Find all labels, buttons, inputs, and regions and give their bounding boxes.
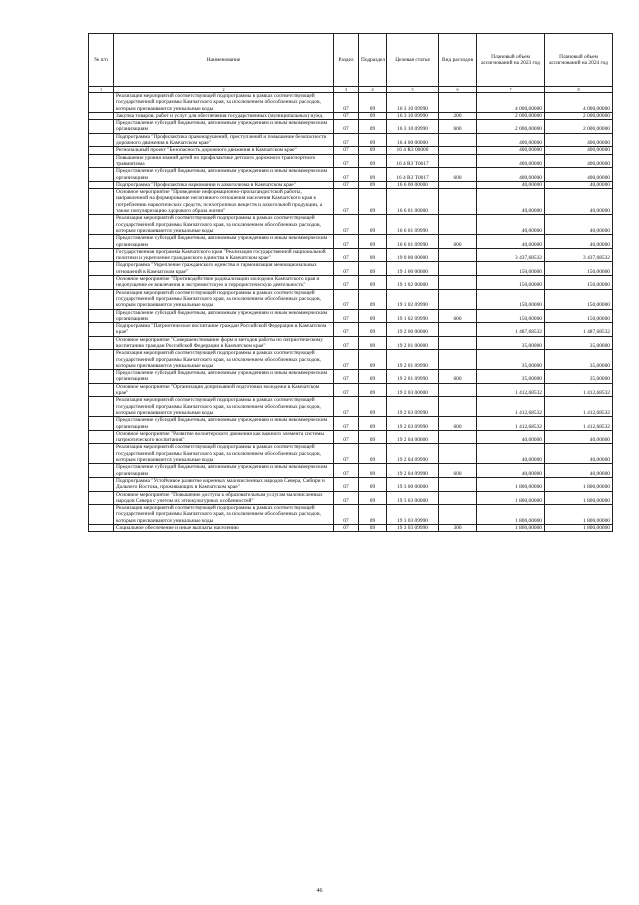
target-article-cell: 19 1 02 09990 — [387, 309, 439, 323]
amount-2023-cell: 1 800,00000 — [477, 491, 545, 505]
table-header-row — [89, 34, 613, 87]
podrazdel-cell: 09 — [359, 93, 387, 113]
podrazdel-cell: 09 — [359, 350, 387, 370]
podrazdel-cell: 09 — [359, 430, 387, 444]
target-article-cell: 19 0 00 00000 — [387, 248, 439, 262]
podrazdel-cell: 09 — [359, 370, 387, 384]
budget-table — [88, 33, 613, 532]
target-article-cell: 19 2 03 09990 — [387, 417, 439, 431]
target-article-cell: 19 1 00 00000 — [387, 262, 439, 276]
target-article-cell: 19 2 01 00000 — [387, 336, 439, 350]
razdel-cell: 07 — [334, 120, 359, 134]
header-podrazdel: Подраздел — [359, 34, 387, 87]
table-row — [89, 235, 613, 249]
target-article-cell: 19 2 00 00000 — [387, 323, 439, 337]
table-row — [89, 383, 613, 397]
razdel-cell: 07 — [334, 248, 359, 262]
podrazdel-cell: 09 — [359, 276, 387, 290]
target-article-cell: 19 2 01 09990 — [387, 350, 439, 370]
table-row — [89, 168, 613, 182]
expense-name-cell: Реализация мероприятий соответствующей подпрограммы в рамках соответствующей государственной программы Камчатского края, за исключением обособленных расходов, которым присваиваются уникальные коды — [114, 93, 334, 113]
razdel-cell: 07 — [334, 154, 359, 168]
row-number-cell — [89, 147, 114, 154]
podrazdel-cell: 09 — [359, 491, 387, 505]
podrazdel-cell: 09 — [359, 336, 387, 350]
amount-2023-cell: 40,00000 — [477, 181, 545, 188]
expense-type-cell: 300 — [439, 525, 477, 532]
table-row — [89, 336, 613, 350]
podrazdel-cell: 09 — [359, 505, 387, 525]
table-row — [89, 309, 613, 323]
table-row — [89, 276, 613, 290]
expense-type-cell — [439, 181, 477, 188]
podrazdel-cell: 09 — [359, 189, 387, 215]
row-number-cell — [89, 525, 114, 532]
expense-name-cell: Закупка товаров, работ и услуг для обеспечения государственных (муниципальных) нужд — [114, 112, 334, 119]
podrazdel-cell: 09 — [359, 147, 387, 154]
razdel-cell: 07 — [334, 276, 359, 290]
table-row — [89, 120, 613, 134]
expense-type-cell: 600 — [439, 168, 477, 182]
razdel-cell: 07 — [334, 505, 359, 525]
amount-2024-cell: 40,00000 — [545, 444, 613, 464]
razdel-cell: 07 — [334, 133, 359, 147]
table-row — [89, 147, 613, 154]
amount-2023-cell: 150,00000 — [477, 289, 545, 309]
amount-2023-cell: 4 000,00000 — [477, 93, 545, 113]
expense-name-cell: Основное мероприятие "Противодействие радикализации молодежи Камчатского края и недопущение ее вовлечения в экстремистскую и террористическую деятельность" — [114, 276, 334, 290]
expense-name-cell: Региональный проект "Безопасность дорожного движения в Камчатском крае" — [114, 147, 334, 154]
amount-2024-cell: 40,00000 — [545, 189, 613, 215]
amount-2024-cell: 1 800,00000 — [545, 491, 613, 505]
row-number-cell — [89, 133, 114, 147]
amount-2024-cell: 1 412,68532 — [545, 417, 613, 431]
amount-2023-cell: 1 800,00000 — [477, 505, 545, 525]
amount-2023-cell: 150,00000 — [477, 262, 545, 276]
podrazdel-cell: 09 — [359, 397, 387, 417]
amount-2023-cell: 40,00000 — [477, 430, 545, 444]
target-article-cell: 19 3 03 00000 — [387, 491, 439, 505]
amount-2024-cell: 1 800,00000 — [545, 525, 613, 532]
amount-2024-cell: 150,00000 — [545, 289, 613, 309]
target-article-cell: 19 2 04 09990 — [387, 464, 439, 478]
podrazdel-cell: 09 — [359, 323, 387, 337]
amount-2023-cell: 400,00000 — [477, 154, 545, 168]
table-body — [89, 93, 613, 532]
table-row — [89, 491, 613, 505]
table-row — [89, 323, 613, 337]
amount-2023-cell: 400,00000 — [477, 147, 545, 154]
expense-name-cell: Предоставление субсидий бюджетным, автономным учреждениям и иным некоммерческим организациям — [114, 464, 334, 478]
table-row — [89, 181, 613, 188]
razdel-cell: 07 — [334, 181, 359, 188]
amount-2023-cell: 40,00000 — [477, 235, 545, 249]
amount-2023-cell: 35,00000 — [477, 350, 545, 370]
expense-type-cell — [439, 430, 477, 444]
target-article-cell: 16 4 00 00000 — [387, 133, 439, 147]
razdel-cell: 07 — [334, 215, 359, 235]
podrazdel-cell: 09 — [359, 444, 387, 464]
razdel-cell: 07 — [334, 112, 359, 119]
row-number-cell — [89, 430, 114, 444]
target-article-cell: 19 2 03 00000 — [387, 383, 439, 397]
amount-2024-cell: 1 412,68532 — [545, 383, 613, 397]
expense-type-cell — [439, 336, 477, 350]
expense-name-cell: Предоставление субсидий бюджетным, автономным учреждениям и иным некоммерческим организациям — [114, 235, 334, 249]
row-number-cell — [89, 120, 114, 134]
table-row — [89, 248, 613, 262]
expense-type-cell — [439, 248, 477, 262]
expense-name-cell: Подпрограмма "Устойчивое развитие коренных малочисленных народов Севера, Сибири и Дальнего Востока, проживающих в Камчатском крае" — [114, 477, 334, 491]
expense-name-cell: Основное мероприятие "Совершенствование форм и методов работы по патриотическому воспитанию граждан Российской Федерации в Камчатском крае" — [114, 336, 334, 350]
row-number-cell — [89, 215, 114, 235]
row-number-cell — [89, 444, 114, 464]
expense-type-cell — [439, 323, 477, 337]
target-article-cell: 16 4 R3 Т0017 — [387, 168, 439, 182]
target-article-cell: 19 2 04 09990 — [387, 444, 439, 464]
amount-2023-cell: 2 000,00000 — [477, 112, 545, 119]
expense-name-cell: Реализация мероприятий соответствующей подпрограммы в рамках соответствующей государственной программы Камчатского края, за исключением обособленных расходов, которым присваиваются уникальные коды — [114, 289, 334, 309]
row-number-cell — [89, 505, 114, 525]
razdel-cell: 07 — [334, 383, 359, 397]
podrazdel-cell: 09 — [359, 133, 387, 147]
amount-2023-cell: 40,00000 — [477, 444, 545, 464]
expense-name-cell: Подпрограмма "Профилактика правонарушений, преступлений и повышение безопасности дорожного движения в Камчатском крае" — [114, 133, 334, 147]
table-row — [89, 154, 613, 168]
target-article-cell: 16 4 R3 Т0017 — [387, 154, 439, 168]
table-row — [89, 262, 613, 276]
column-number: 6 — [439, 87, 477, 93]
expense-type-cell — [439, 477, 477, 491]
amount-2023-cell: 1 800,00000 — [477, 477, 545, 491]
row-number-cell — [89, 383, 114, 397]
row-number-cell — [89, 276, 114, 290]
amount-2024-cell: 40,00000 — [545, 464, 613, 478]
expense-name-cell: Основное мероприятие "Повышение доступа к образовательным услугам малочисленных народов Севера с учетом их этнокультурных особенностей" — [114, 491, 334, 505]
target-article-cell: 19 1 02 09990 — [387, 289, 439, 309]
table-row — [89, 370, 613, 384]
expense-type-cell: 600 — [439, 309, 477, 323]
amount-2023-cell: 40,00000 — [477, 464, 545, 478]
row-number-cell — [89, 168, 114, 182]
podrazdel-cell: 09 — [359, 112, 387, 119]
amount-2024-cell: 150,00000 — [545, 262, 613, 276]
amount-2024-cell: 40,00000 — [545, 215, 613, 235]
row-number-cell — [89, 309, 114, 323]
amount-2024-cell: 1 800,00000 — [545, 505, 613, 525]
target-article-cell: 16 3 10 09990 — [387, 93, 439, 113]
target-article-cell: 19 2 03 09990 — [387, 397, 439, 417]
expense-type-cell — [439, 505, 477, 525]
header-target-article: Целевая статья — [387, 34, 439, 87]
expense-type-cell: 600 — [439, 235, 477, 249]
expense-name-cell: Подпрограмма "Профилактика наркомании и алкоголизма в Камчатском крае" — [114, 181, 334, 188]
expense-type-cell — [439, 491, 477, 505]
row-number-cell — [89, 417, 114, 431]
target-article-cell: 16 4 R3 00000 — [387, 147, 439, 154]
podrazdel-cell: 09 — [359, 525, 387, 532]
header-expense-type: Вид расходов — [439, 34, 477, 87]
amount-2023-cell: 1 800,00000 — [477, 525, 545, 532]
amount-2023-cell: 1 412,68532 — [477, 383, 545, 397]
table-row — [89, 215, 613, 235]
expense-type-cell: 600 — [439, 464, 477, 478]
expense-type-cell: 600 — [439, 370, 477, 384]
target-article-cell: 16 3 10 09990 — [387, 112, 439, 119]
expense-name-cell: Предоставление субсидий бюджетным, автономным учреждениям и иным некоммерческим организациям — [114, 168, 334, 182]
expense-type-cell: 600 — [439, 417, 477, 431]
column-number: 7 — [477, 87, 545, 93]
target-article-cell: 19 3 00 00000 — [387, 477, 439, 491]
amount-2023-cell: 2 000,00000 — [477, 120, 545, 134]
amount-2023-cell: 35,00000 — [477, 370, 545, 384]
target-article-cell: 19 1 02 00000 — [387, 276, 439, 290]
razdel-cell: 07 — [334, 477, 359, 491]
expense-type-cell — [439, 215, 477, 235]
row-number-cell — [89, 181, 114, 188]
expense-type-cell — [439, 276, 477, 290]
column-number: 4 — [359, 87, 387, 93]
razdel-cell: 07 — [334, 189, 359, 215]
razdel-cell: 07 — [334, 370, 359, 384]
page-number: 46 — [316, 888, 323, 894]
row-number-cell — [89, 154, 114, 168]
podrazdel-cell: 09 — [359, 464, 387, 478]
expense-type-cell — [439, 147, 477, 154]
podrazdel-cell: 09 — [359, 309, 387, 323]
amount-2024-cell: 2 000,00000 — [545, 120, 613, 134]
razdel-cell: 07 — [334, 525, 359, 532]
target-article-cell: 16 6 01 09990 — [387, 215, 439, 235]
amount-2023-cell: 400,00000 — [477, 133, 545, 147]
razdel-cell: 07 — [334, 168, 359, 182]
amount-2024-cell: 35,00000 — [545, 370, 613, 384]
razdel-cell: 07 — [334, 350, 359, 370]
amount-2024-cell: 4 000,00000 — [545, 93, 613, 113]
podrazdel-cell: 09 — [359, 289, 387, 309]
expense-name-cell: Предоставление субсидий бюджетным, автономным учреждениям и иным некоммерческим организациям — [114, 417, 334, 431]
amount-2024-cell: 400,00000 — [545, 154, 613, 168]
row-number-cell — [89, 477, 114, 491]
razdel-cell: 07 — [334, 430, 359, 444]
table-row — [89, 444, 613, 464]
header-plan-2024: Плановый объем ассигнований на 2024 год — [545, 34, 613, 87]
target-article-cell: 16 6 01 00000 — [387, 189, 439, 215]
table-row — [89, 133, 613, 147]
row-number-cell — [89, 248, 114, 262]
podrazdel-cell: 09 — [359, 215, 387, 235]
table-row — [89, 525, 613, 532]
header-plan-2023: Плановый объем ассигнований на 2023 год — [477, 34, 545, 87]
column-number: 3 — [334, 87, 359, 93]
expense-name-cell: Основное мероприятие "Организация допризывной подготовки молодежи в Камчатском крае" — [114, 383, 334, 397]
header-name: Наименование — [114, 34, 334, 87]
expense-name-cell: Реализация мероприятий соответствующей подпрограммы в рамках соответствующей государственной программы Камчатского края, за исключением обособленных расходов, которым присваиваются уникальные коды — [114, 350, 334, 370]
target-article-cell: 16 6 00 00000 — [387, 181, 439, 188]
target-article-cell: 19 2 04 00000 — [387, 430, 439, 444]
podrazdel-cell: 09 — [359, 181, 387, 188]
amount-2023-cell: 150,00000 — [477, 276, 545, 290]
expense-type-cell — [439, 289, 477, 309]
expense-name-cell: Подпрограмма "Укрепление гражданского единства и гармонизация межнациональных отношений в Камчатском крае" — [114, 262, 334, 276]
expense-type-cell — [439, 444, 477, 464]
amount-2024-cell: 400,00000 — [545, 147, 613, 154]
amount-2023-cell: 40,00000 — [477, 189, 545, 215]
expense-type-cell: 600 — [439, 120, 477, 134]
expense-type-cell: 200 — [439, 112, 477, 119]
row-number-cell — [89, 235, 114, 249]
table-row — [89, 477, 613, 491]
expense-type-cell — [439, 93, 477, 113]
row-number-cell — [89, 336, 114, 350]
razdel-cell: 07 — [334, 147, 359, 154]
row-number-cell — [89, 112, 114, 119]
amount-2023-cell: 1 412,68532 — [477, 397, 545, 417]
expense-name-cell: Подпрограмма "Патриотическое воспитание граждан Российской Федерации в Камчатском крае" — [114, 323, 334, 337]
table-row — [89, 189, 613, 215]
header-razdel: Раздел — [334, 34, 359, 87]
row-number-cell — [89, 350, 114, 370]
amount-2024-cell: 400,00000 — [545, 168, 613, 182]
amount-2024-cell: 40,00000 — [545, 430, 613, 444]
razdel-cell: 07 — [334, 444, 359, 464]
row-number-cell — [89, 323, 114, 337]
podrazdel-cell: 09 — [359, 417, 387, 431]
header-number: № п/п — [89, 34, 114, 87]
target-article-cell: 16 6 01 09990 — [387, 235, 439, 249]
row-number-cell — [89, 93, 114, 113]
razdel-cell: 07 — [334, 464, 359, 478]
expense-name-cell: Основное мероприятие "Проведение информационно-пропагандистской работы, направленной на формирование негативного отношения населения Камчатского края к потреблению наркотических средств, психотропных веществ и алкогольной продукции, а также популяризацию здорового образа жизни" — [114, 189, 334, 215]
podrazdel-cell: 09 — [359, 477, 387, 491]
table-row — [89, 417, 613, 431]
amount-2024-cell: 35,00000 — [545, 350, 613, 370]
expense-name-cell: Предоставление субсидий бюджетным, автономным учреждениям и иным некоммерческим организациям — [114, 309, 334, 323]
amount-2023-cell: 400,00000 — [477, 168, 545, 182]
podrazdel-cell: 09 — [359, 120, 387, 134]
expense-name-cell: Реализация мероприятий соответствующей подпрограммы в рамках соответствующей государственной программы Камчатского края, за исключением обособленных расходов, которым присваиваются уникальные коды — [114, 215, 334, 235]
expense-type-cell — [439, 133, 477, 147]
expense-type-cell — [439, 189, 477, 215]
column-number: 2 — [114, 87, 334, 93]
podrazdel-cell: 09 — [359, 248, 387, 262]
amount-2024-cell: 40,00000 — [545, 181, 613, 188]
table-row — [89, 112, 613, 119]
expense-type-cell — [439, 397, 477, 417]
razdel-cell: 07 — [334, 93, 359, 113]
podrazdel-cell: 09 — [359, 262, 387, 276]
expense-type-cell — [439, 383, 477, 397]
expense-type-cell — [439, 262, 477, 276]
podrazdel-cell: 09 — [359, 383, 387, 397]
target-article-cell: 19 3 03 09990 — [387, 525, 439, 532]
amount-2024-cell: 2 000,00000 — [545, 112, 613, 119]
razdel-cell: 07 — [334, 323, 359, 337]
row-number-cell — [89, 289, 114, 309]
podrazdel-cell: 09 — [359, 235, 387, 249]
amount-2024-cell: 3 437,68532 — [545, 248, 613, 262]
column-number: 1 — [89, 87, 114, 93]
amount-2023-cell: 40,00000 — [477, 215, 545, 235]
amount-2024-cell: 35,00000 — [545, 336, 613, 350]
table-row — [89, 430, 613, 444]
razdel-cell: 07 — [334, 289, 359, 309]
expense-name-cell: Государственная программа Камчатского края "Реализация государственной национальной политики и укрепление гражданского единства в Камчатском крае" — [114, 248, 334, 262]
target-article-cell: 16 3 10 09990 — [387, 120, 439, 134]
expense-name-cell: Реализация мероприятий соответствующей подпрограммы в рамках соответствующей государственной программы Камчатского края, за исключением обособленных расходов, которым присваиваются уникальные коды — [114, 397, 334, 417]
row-number-cell — [89, 397, 114, 417]
amount-2023-cell: 1 412,68532 — [477, 417, 545, 431]
table-row — [89, 505, 613, 525]
razdel-cell: 07 — [334, 417, 359, 431]
expense-name-cell: Предоставление субсидий бюджетным, автономным учреждениям и иным некоммерческим организациям — [114, 370, 334, 384]
razdel-cell: 07 — [334, 235, 359, 249]
row-number-cell — [89, 464, 114, 478]
amount-2024-cell: 1 487,68532 — [545, 323, 613, 337]
amount-2024-cell: 150,00000 — [545, 309, 613, 323]
row-number-cell — [89, 491, 114, 505]
amount-2023-cell: 3 437,68532 — [477, 248, 545, 262]
row-number-cell — [89, 262, 114, 276]
expense-name-cell: Социальное обеспечение и иные выплаты населению — [114, 525, 334, 532]
table-row — [89, 350, 613, 370]
table-row — [89, 289, 613, 309]
razdel-cell: 07 — [334, 336, 359, 350]
amount-2024-cell: 1 412,68532 — [545, 397, 613, 417]
razdel-cell: 07 — [334, 397, 359, 417]
table-row — [89, 93, 613, 113]
razdel-cell: 07 — [334, 262, 359, 276]
column-number: 8 — [545, 87, 613, 93]
razdel-cell: 07 — [334, 491, 359, 505]
amount-2024-cell: 400,00000 — [545, 133, 613, 147]
amount-2023-cell: 1 487,68532 — [477, 323, 545, 337]
amount-2024-cell: 1 800,00000 — [545, 477, 613, 491]
expense-name-cell: Реализация мероприятий соответствующей подпрограммы в рамках соответствующей государственной программы Камчатского края, за исключением обособленных расходов, которым присваиваются уникальные коды — [114, 505, 334, 525]
expense-name-cell: Предоставление субсидий бюджетным, автономным учреждениям и иным некоммерческим организациям — [114, 120, 334, 134]
amount-2024-cell: 40,00000 — [545, 235, 613, 249]
podrazdel-cell: 09 — [359, 168, 387, 182]
column-number: 5 — [387, 87, 439, 93]
razdel-cell: 07 — [334, 309, 359, 323]
expense-type-cell — [439, 350, 477, 370]
expense-name-cell: Реализация мероприятий соответствующей подпрограммы в рамках соответствующей государственной программы Камчатского края, за исключением обособленных расходов, которым присваиваются уникальные коды — [114, 444, 334, 464]
target-article-cell: 19 3 03 09990 — [387, 505, 439, 525]
row-number-cell — [89, 189, 114, 215]
table-row — [89, 397, 613, 417]
podrazdel-cell: 09 — [359, 154, 387, 168]
target-article-cell: 19 2 01 09990 — [387, 370, 439, 384]
row-number-cell — [89, 370, 114, 384]
amount-2023-cell: 150,00000 — [477, 309, 545, 323]
expense-name-cell: Повышение уровня знаний детей по профилактике детского дорожного транспортного травматизма — [114, 154, 334, 168]
table-row — [89, 464, 613, 478]
expense-type-cell — [439, 154, 477, 168]
amount-2024-cell: 150,00000 — [545, 276, 613, 290]
expense-name-cell: Основное мероприятие "Развитие волонтерского движения как важного элемента системы патриотического воспитания" — [114, 430, 334, 444]
amount-2023-cell: 35,00000 — [477, 336, 545, 350]
